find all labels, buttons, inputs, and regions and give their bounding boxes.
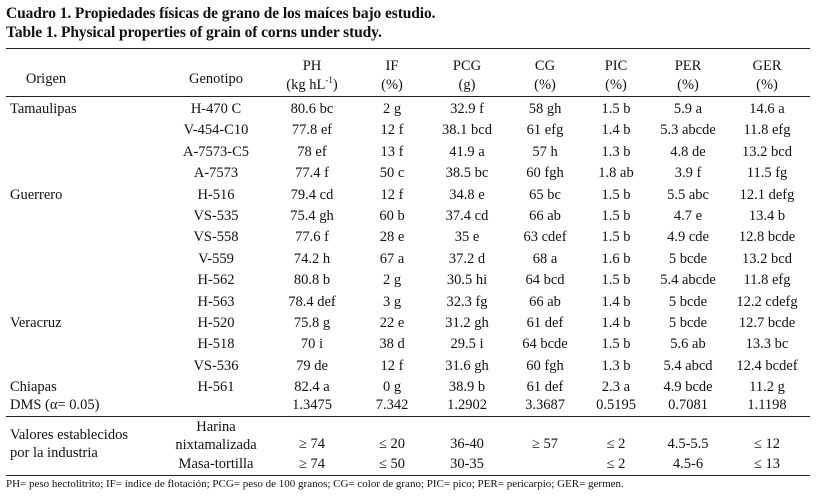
row-ph: 70 i bbox=[300, 336, 324, 352]
row-pcg: 37.4 cd bbox=[445, 208, 489, 224]
row-ph: 75.4 gh bbox=[290, 208, 334, 224]
masa-ph: ≥ 74 bbox=[298, 456, 326, 472]
footnote: PH= peso hectolitrito; IF= índice de flotación; PCG= peso de 100 granos; CG= color de grano; PIC= pico; PER= pericarpio; GER= germen. bbox=[6, 478, 624, 490]
row-genotipo: H-561 bbox=[197, 379, 235, 395]
masa-label: Masa-tortilla bbox=[178, 456, 254, 472]
row-if: 12 f bbox=[380, 358, 404, 374]
row-cg: 61 def bbox=[526, 315, 564, 331]
header-ph-unit-b: ) bbox=[332, 77, 338, 93]
masa-pcg: 30-35 bbox=[450, 456, 484, 472]
row-if: 2 g bbox=[382, 101, 402, 117]
masa-per: 4.5-6 bbox=[672, 456, 704, 472]
row-cg: 66 ab bbox=[529, 294, 561, 310]
row-pcg: 32.3 fg bbox=[446, 294, 488, 310]
header-genotipo: Genotipo bbox=[189, 71, 243, 87]
row-ger: 12.2 cdefg bbox=[736, 294, 798, 310]
row-genotipo: H-520 bbox=[197, 315, 235, 331]
row-genotipo: VS-535 bbox=[193, 208, 239, 224]
harina-per: 4.5-5.5 bbox=[667, 436, 709, 452]
row-ger: 13.2 bcd bbox=[742, 144, 792, 160]
row-origen: Veracruz bbox=[10, 315, 62, 331]
row-ph: 75.8 g bbox=[293, 315, 331, 331]
row-pcg: 38.9 b bbox=[448, 379, 486, 395]
harina-label-2: nixtamalizada bbox=[175, 437, 257, 453]
table-bottom-rule bbox=[6, 475, 810, 476]
row-ger: 13.2 bcd bbox=[742, 251, 792, 267]
header-ger-unit: (%) bbox=[756, 77, 778, 93]
row-if: 3 g bbox=[382, 294, 402, 310]
row-pic: 1.5 b bbox=[601, 208, 631, 224]
header-if: IF bbox=[385, 58, 399, 74]
row-ger: 11.2 g bbox=[749, 379, 785, 395]
row-cg: 61 def bbox=[526, 379, 564, 395]
row-if: 12 f bbox=[380, 122, 404, 138]
row-pcg: 31.6 gh bbox=[445, 358, 489, 374]
header-cg: CG bbox=[534, 58, 556, 74]
row-pic: 1.5 b bbox=[601, 272, 631, 288]
header-origen: Origen bbox=[25, 71, 67, 87]
row-pic: 1.5 b bbox=[601, 336, 631, 352]
row-cg: 60 fgh bbox=[526, 165, 564, 181]
row-pcg: 37.2 d bbox=[448, 251, 486, 267]
row-ph: 80.8 b bbox=[293, 272, 331, 288]
row-pcg: 30.5 hi bbox=[446, 272, 488, 288]
header-ger: GER bbox=[752, 58, 782, 74]
row-per: 4.8 de bbox=[670, 144, 706, 160]
row-cg: 64 bcd bbox=[525, 272, 565, 288]
harina-ger: ≤ 12 bbox=[753, 436, 781, 452]
row-ph: 82.4 a bbox=[294, 379, 330, 395]
row-pcg: 34.8 e bbox=[449, 187, 485, 203]
harina-pcg: 36-40 bbox=[450, 436, 484, 452]
row-per: 3.9 f bbox=[674, 165, 702, 181]
industry-label-1: Valores establecidos bbox=[10, 427, 128, 443]
industry-label-2: por la industria bbox=[10, 445, 98, 461]
row-ger: 12.7 bcde bbox=[738, 315, 796, 331]
row-pcg: 29.5 i bbox=[450, 336, 484, 352]
row-origen: Guerrero bbox=[10, 187, 63, 203]
dms-label: DMS (α= 0.05) bbox=[10, 397, 100, 413]
row-genotipo: A-7573 bbox=[193, 165, 239, 181]
row-ph: 78 ef bbox=[297, 144, 327, 160]
row-cg: 61 efg bbox=[526, 122, 564, 138]
row-ger: 13.4 b bbox=[748, 208, 786, 224]
header-pcg: PCG bbox=[452, 58, 482, 74]
row-per: 4.9 bcde bbox=[663, 379, 713, 395]
dms-ph: 1.3475 bbox=[292, 397, 332, 413]
harina-ph: ≥ 74 bbox=[298, 436, 326, 452]
row-ph: 74.2 h bbox=[293, 251, 331, 267]
harina-label-1: Harina bbox=[196, 419, 236, 435]
caption-english: Table 1. Physical properties of grain of corns under study. bbox=[6, 24, 382, 41]
row-ger: 12.4 bcdef bbox=[736, 358, 798, 374]
row-pic: 1.4 b bbox=[601, 315, 631, 331]
row-ph: 79 de bbox=[296, 358, 328, 374]
row-genotipo: H-516 bbox=[197, 187, 235, 203]
row-pcg: 35 e bbox=[454, 229, 480, 245]
row-pcg: 31.2 gh bbox=[445, 315, 489, 331]
row-pcg: 38.5 bc bbox=[445, 165, 489, 181]
row-genotipo: H-563 bbox=[197, 294, 235, 310]
row-per: 5 bcde bbox=[668, 315, 708, 331]
row-cg: 65 bc bbox=[529, 187, 561, 203]
dms-pcg: 1.2902 bbox=[447, 397, 487, 413]
row-cg: 68 a bbox=[532, 251, 558, 267]
header-pic-unit: (%) bbox=[605, 77, 627, 93]
row-ph: 77.8 ef bbox=[291, 122, 333, 138]
row-if: 2 g bbox=[382, 272, 402, 288]
row-genotipo: V-454-C10 bbox=[183, 122, 249, 138]
row-ph: 78.4 def bbox=[288, 294, 336, 310]
row-ph: 79.4 cd bbox=[290, 187, 334, 203]
masa-ger: ≤ 13 bbox=[753, 456, 781, 472]
header-bottom-rule bbox=[6, 96, 810, 97]
header-per: PER bbox=[674, 58, 702, 74]
masa-pic: ≤ 2 bbox=[606, 456, 626, 472]
row-if: 22 e bbox=[379, 315, 405, 331]
row-if: 60 b bbox=[379, 208, 405, 224]
row-genotipo: H-470 C bbox=[190, 101, 242, 117]
row-genotipo: VS-558 bbox=[193, 229, 239, 245]
dms-per: 0.7081 bbox=[668, 397, 708, 413]
harina-pic: ≤ 2 bbox=[606, 436, 626, 452]
row-genotipo: H-518 bbox=[197, 336, 235, 352]
row-pcg: 38.1 bcd bbox=[442, 122, 492, 138]
row-ger: 11.5 fg bbox=[746, 165, 788, 181]
row-genotipo: VS-536 bbox=[193, 358, 239, 374]
row-ph: 80.6 bc bbox=[290, 101, 334, 117]
row-ger: 13.3 bc bbox=[745, 336, 789, 352]
header-ph: PH bbox=[302, 58, 322, 74]
dms-if: 7.342 bbox=[375, 397, 409, 413]
row-ger: 11.8 efg bbox=[743, 272, 791, 288]
row-per: 5.9 a bbox=[673, 101, 703, 117]
header-if-unit: (%) bbox=[381, 77, 403, 93]
row-pic: 1.5 b bbox=[601, 101, 631, 117]
row-cg: 63 cdef bbox=[523, 229, 567, 245]
row-ph: 77.4 f bbox=[295, 165, 329, 181]
row-cg: 64 bcde bbox=[522, 336, 568, 352]
dms-cg: 3.3687 bbox=[525, 397, 565, 413]
header-per-unit: (%) bbox=[677, 77, 699, 93]
masa-if: ≤ 50 bbox=[378, 456, 406, 472]
row-if: 13 f bbox=[380, 144, 404, 160]
row-cg: 58 gh bbox=[528, 101, 562, 117]
row-if: 67 a bbox=[379, 251, 405, 267]
harina-if: ≤ 20 bbox=[378, 436, 406, 452]
row-per: 4.7 e bbox=[673, 208, 703, 224]
row-pic: 1.4 b bbox=[601, 122, 631, 138]
row-per: 5.4 abcd bbox=[663, 358, 713, 374]
row-per: 5 bcde bbox=[668, 294, 708, 310]
row-cg: 57 h bbox=[532, 144, 558, 160]
row-pic: 1.3 b bbox=[601, 144, 631, 160]
header-ph-unit-sup: -1 bbox=[325, 75, 333, 86]
row-per: 5.5 abc bbox=[667, 187, 709, 203]
row-pic: 1.5 b bbox=[601, 229, 631, 245]
row-genotipo: A-7573-C5 bbox=[182, 144, 250, 160]
row-ph: 77.6 f bbox=[295, 229, 329, 245]
row-if: 50 c bbox=[379, 165, 405, 181]
row-per: 5 bcde bbox=[668, 251, 708, 267]
row-origen: Chiapas bbox=[10, 379, 57, 395]
header-cg-unit: (%) bbox=[534, 77, 556, 93]
header-pic: PIC bbox=[604, 58, 628, 74]
row-pic: 1.8 ab bbox=[598, 165, 634, 181]
row-ger: 12.8 bcde bbox=[738, 229, 796, 245]
row-origen: Tamaulipas bbox=[10, 101, 77, 117]
caption-spanish: Cuadro 1. Propiedades físicas de grano de los maíces bajo estudio. bbox=[6, 5, 436, 22]
row-cg: 60 fgh bbox=[526, 358, 564, 374]
row-cg: 66 ab bbox=[529, 208, 561, 224]
row-pic: 2.3 a bbox=[601, 379, 631, 395]
dms-bottom-rule bbox=[6, 416, 810, 417]
harina-cg: ≥ 57 bbox=[531, 436, 559, 452]
row-if: 12 f bbox=[380, 187, 404, 203]
header-ph-unit-a: (kg hL bbox=[286, 77, 326, 93]
row-per: 5.4 abcde bbox=[660, 272, 716, 288]
row-genotipo: V-559 bbox=[198, 251, 234, 267]
row-pic: 1.3 b bbox=[601, 358, 631, 374]
row-if: 0 g bbox=[382, 379, 402, 395]
row-ger: 11.8 efg bbox=[743, 122, 791, 138]
row-if: 28 e bbox=[379, 229, 405, 245]
row-per: 5.3 abcde bbox=[660, 122, 716, 138]
row-per: 5.6 ab bbox=[670, 336, 706, 352]
table-top-rule bbox=[6, 48, 810, 49]
header-pcg-unit: (g) bbox=[458, 77, 476, 93]
row-pic: 1.6 b bbox=[601, 251, 631, 267]
row-ger: 12.1 defg bbox=[739, 187, 795, 203]
row-pcg: 32.9 f bbox=[450, 101, 484, 117]
row-pic: 1.5 b bbox=[601, 187, 631, 203]
row-if: 38 d bbox=[379, 336, 405, 352]
row-pcg: 41.9 a bbox=[449, 144, 485, 160]
header-ph-unit bbox=[286, 76, 337, 94]
dms-ger: 1.1198 bbox=[747, 397, 787, 413]
dms-pic: 0.5195 bbox=[596, 397, 636, 413]
row-per: 4.9 cde bbox=[667, 229, 709, 245]
row-ger: 14.6 a bbox=[749, 101, 785, 117]
row-genotipo: H-562 bbox=[197, 272, 235, 288]
row-pic: 1.4 b bbox=[601, 294, 631, 310]
